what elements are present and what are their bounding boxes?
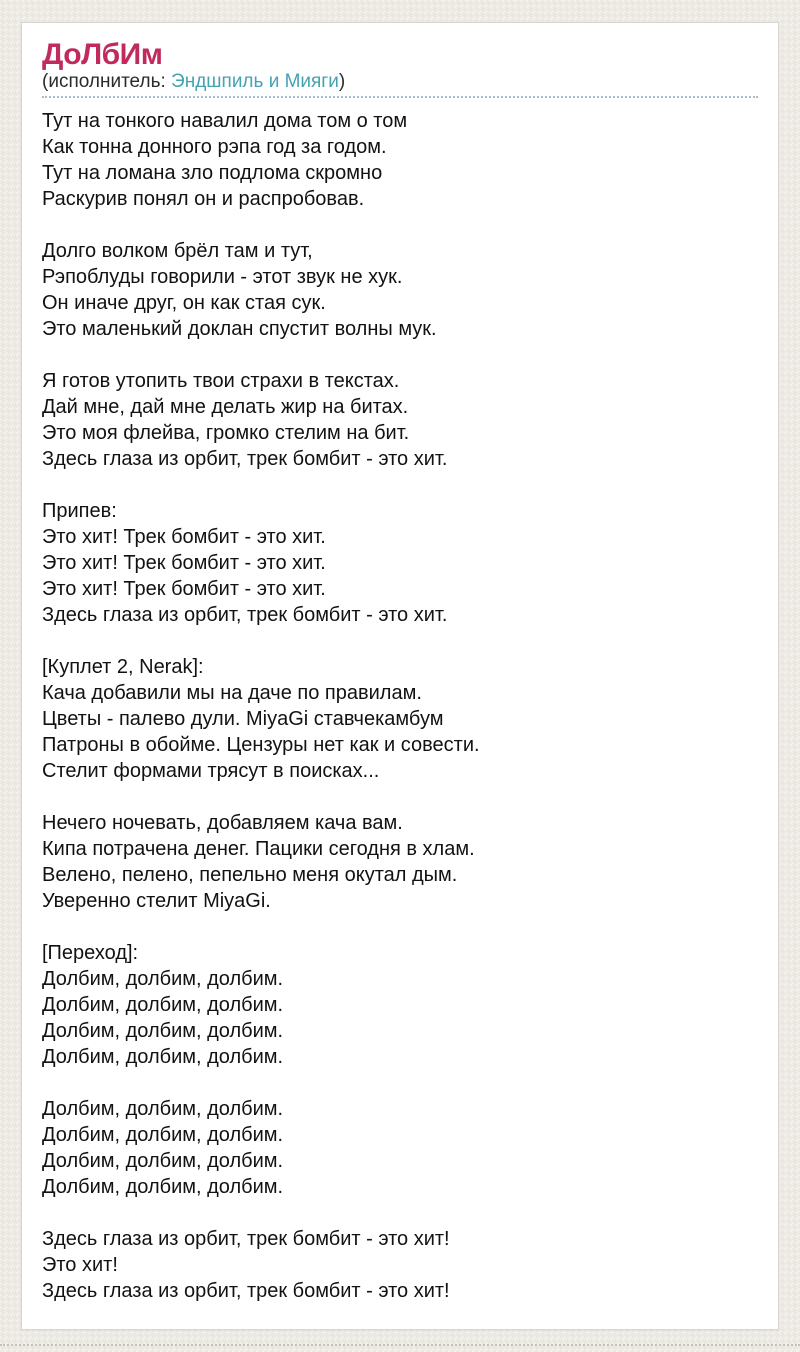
lyric-line: Долбим, долбим, долбим. (42, 968, 284, 990)
lyric-line: Патроны в обойме. Цензуры нет как и совести. (42, 734, 480, 756)
stanza (42, 654, 758, 784)
lyric-line: Здесь глаза из орбит, трек бомбит - это хит. (42, 448, 448, 470)
lyric-line: Цветы - палево дули. MiyaGi ставчекамбум (42, 708, 444, 730)
stanza (42, 1226, 758, 1304)
lyrics-card (21, 22, 779, 1330)
stanza (42, 810, 758, 914)
lyric-line: Здесь глаза из орбит, трек бомбит - это хит! (42, 1280, 450, 1302)
lyric-line: [Куплет 2, Nerak]: (42, 656, 204, 678)
page-title: ДоЛбИм (42, 38, 163, 71)
artist-prefix-label: (исполнитель: (42, 71, 172, 92)
lyric-line: Это хит! Трек бомбит - это хит. (42, 552, 326, 574)
stanza (42, 498, 758, 628)
stanza (42, 238, 758, 342)
lyric-line: Уверенно стелит MiyaGi. (42, 890, 271, 912)
lyric-line: Долбим, долбим, долбим. (42, 1150, 284, 1172)
lyric-line: Это хит! Трек бомбит - это хит. (42, 526, 326, 548)
artist-link[interactable]: Эндшпиль и Мияги (171, 71, 339, 92)
lyric-line: Долбим, долбим, долбим. (42, 1046, 284, 1068)
lyric-line: Велено, пелено, пепельно меня окутал дым. (42, 864, 458, 886)
lyric-line: Здесь глаза из орбит, трек бомбит - это хит! (42, 1228, 450, 1250)
lyric-line: Это моя флейва, громко стелим на бит. (42, 422, 410, 444)
artist-suffix-label: ) (338, 71, 346, 92)
lyric-line: Долго волком брёл там и тут, (42, 240, 313, 262)
lyric-line: Долбим, долбим, долбим. (42, 1020, 284, 1042)
lyric-line: Здесь глаза из орбит, трек бомбит - это хит. (42, 604, 448, 626)
artist-row (42, 71, 758, 98)
lyric-line: Кача добавили мы на даче по правилам. (42, 682, 422, 704)
lyric-line: Это маленький доклан спустит волны мук. (42, 318, 437, 340)
lyric-line: Это хит! Трек бомбит - это хит. (42, 578, 326, 600)
lyrics (42, 108, 758, 1304)
lyric-line: Долбим, долбим, долбим. (42, 1098, 284, 1120)
lyric-line: Нечего ночевать, добавляем кача вам. (42, 812, 403, 834)
lyric-line: Долбим, долбим, долбим. (42, 1176, 284, 1198)
lyric-line: Он иначе друг, он как стая сук. (42, 292, 326, 314)
lyric-line: Долбим, долбим, долбим. (42, 1124, 284, 1146)
footer-dotted-divider (0, 1344, 800, 1346)
lyric-line: Дай мне, дай мне делать жир на битах. (42, 396, 409, 418)
stanza (42, 940, 758, 1070)
lyric-line: Припев: (42, 500, 117, 522)
lyric-line: Как тонна донного рэпа год за годом. (42, 136, 387, 158)
lyric-line: Я готов утопить твои страхи в текстах. (42, 370, 400, 392)
lyric-line: Кипа потрачена денег. Пацики сегодня в хлам. (42, 838, 475, 860)
stanza (42, 108, 758, 212)
lyric-line: Тут на тонкого навалил дома том о том (42, 110, 408, 132)
lyric-line: Раскурив понял он и распробовав. (42, 188, 365, 210)
lyric-line: Тут на ломана зло подлома скромно (42, 162, 383, 184)
stanza (42, 1096, 758, 1200)
lyric-line: Это хит! (42, 1254, 118, 1276)
lyric-line: Рэпоблуды говорили - этот звук не хук. (42, 266, 403, 288)
lyric-line: Долбим, долбим, долбим. (42, 994, 284, 1016)
stanza (42, 368, 758, 472)
lyric-line: [Переход]: (42, 942, 139, 964)
lyric-line: Стелит формами трясут в поисках... (42, 760, 380, 782)
